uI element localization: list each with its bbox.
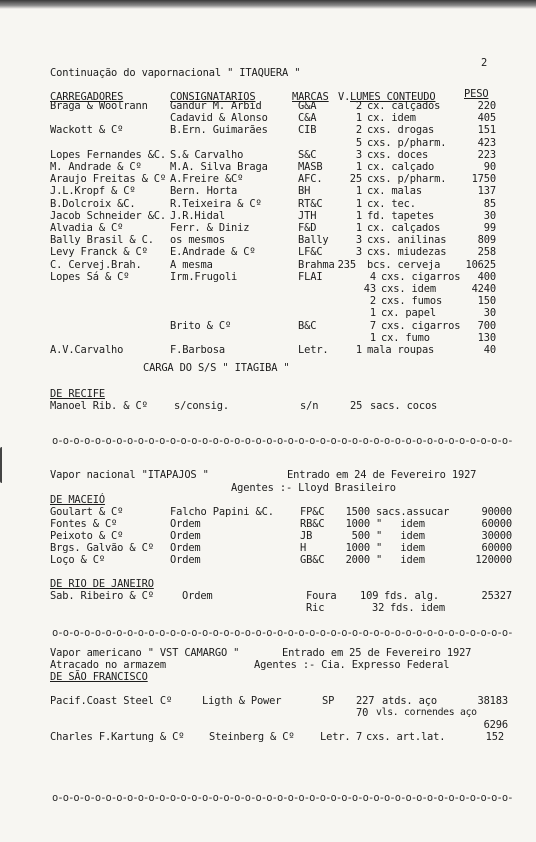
itagiba-mark: s/n [300, 400, 319, 412]
row-consignee: S.& Carvalho [170, 148, 244, 161]
row-qty: 43 [363, 283, 376, 295]
row-content: cx. calçados [367, 100, 441, 112]
row-weight: 151 [477, 124, 496, 137]
itapajos-agents: Agentes :- Lloyd Brasileiro [231, 482, 396, 494]
row-weight: 90 [483, 161, 496, 173]
row-content: cx. fumo [381, 331, 430, 344]
row-weight: 10625 [465, 258, 496, 271]
camargo-consignee-2: Steinberg & Cº [209, 731, 295, 743]
row-content: cx. papel [381, 307, 436, 320]
row-weight: 400 [477, 270, 496, 283]
row-content: mala roupas [367, 344, 435, 356]
rio-content-2: fds. idem [390, 602, 445, 614]
maceio-qty: 1500 [345, 506, 370, 518]
camargo-vessel: Vapor americano " VST CAMARGO " [50, 647, 240, 659]
row-weight: 700 [477, 319, 496, 332]
maceio-mark: RB&C [300, 518, 325, 530]
camargo-weight-1: 38183 [477, 695, 508, 707]
maceio-weight: 120000 [475, 554, 512, 566]
maceio-consignee: Ordem [170, 518, 201, 530]
row-qty: 5 [355, 136, 362, 149]
row-qty: 1 [355, 222, 362, 234]
row-content: cxs. miudezas [367, 246, 447, 259]
row-content: cxs. fumos [381, 295, 443, 308]
row-mark: JTH [298, 209, 317, 222]
row-consignee: os mesmos [170, 234, 225, 247]
row-qty: 25 [349, 173, 362, 186]
maceio-content: " idem [376, 530, 425, 542]
maceio-shipper: Fontes & Cº [50, 518, 118, 530]
camargo-agents: Agentes :- Cia. Expresso Federal [254, 659, 450, 671]
row-weight: 150 [477, 295, 496, 308]
row-mark: BH [298, 185, 311, 198]
maceio-weight: 60000 [481, 542, 512, 554]
row-weight: 258 [477, 246, 496, 259]
maceio-content: " idem [376, 518, 425, 530]
row-mark: Brahma [298, 258, 335, 271]
row-content: cxs. drogas [367, 124, 435, 137]
col-shippers: CARREGADORES [50, 91, 124, 103]
row-weight: 99 [483, 222, 496, 234]
maceio-content: " idem [376, 542, 425, 554]
col-consignees: CONSIGNATARIOS [170, 91, 256, 103]
row-consignee: Bern. Horta [170, 185, 238, 198]
row-weight: 809 [477, 234, 496, 247]
camargo-qty-2: 70 [356, 707, 369, 719]
row-weight: 1750 [471, 173, 496, 186]
row-mark: AFC. [298, 173, 323, 186]
rio-mark-2: Ric [306, 602, 325, 614]
col-vol: V. [338, 91, 351, 103]
row-shipper: C. Cervej.Brah. [50, 258, 142, 271]
row-consignee: Ferr. & Diniz [170, 222, 250, 234]
camargo-arrival: Entrado em 25 de Fevereiro 1927 [282, 647, 472, 659]
rio-consignee: Ordem [182, 590, 213, 602]
maceio-qty: 1000 [345, 518, 370, 530]
itapajos-origin-2: DE RIO DE JANEIRO [50, 578, 154, 590]
row-content: cxs. doces [367, 148, 429, 161]
row-content: bcs. cerveja [367, 258, 441, 271]
row-qty: 1 [355, 209, 362, 222]
row-content: cx. tec. [367, 197, 416, 210]
row-qty: 2 [369, 295, 376, 308]
camargo-qty-3: 7 [356, 731, 363, 743]
camargo-content-1: atds. aço [382, 695, 437, 707]
rio-qty-2: 32 [372, 602, 385, 614]
row-content: cxs. cigarros [381, 319, 461, 332]
maceio-shipper: Loço & Cº [50, 554, 105, 566]
row-content: cxs. cigarros [381, 270, 461, 283]
camargo-mark-2: Letr. [320, 731, 351, 743]
col-marks: MARCAS [292, 91, 329, 103]
row-qty: 3 [355, 234, 362, 247]
camargo-note: Atracado no armazem [50, 659, 167, 671]
row-consignee: Brito & Cº [170, 319, 232, 332]
camargo-consignee-1: Ligth & Power [202, 695, 282, 707]
separator-1: o-o-o-o-o-o-o-o-o-o-o-o-o-o-o-o-o-o-o-o-o-o-o-o-o-o-o-o-o-o-o-o-o-o-o-o-o-o-o-o-o-o-o- [52, 435, 513, 447]
row-consignee: Irm.Frugoli [170, 270, 238, 283]
row-qty: 1 [355, 161, 362, 173]
row-consignee: Gandur M. Arbid [170, 100, 262, 112]
separator-3: o-o-o-o-o-o-o-o-o-o-o-o-o-o-o-o-o-o-o-o-o-o-o-o-o-o-o-o-o-o-o-o-o-o-o-o-o-o-o-o-o-o-o- [52, 792, 513, 804]
camargo-qty-1: 227 [356, 695, 375, 707]
row-content: cx. idem [367, 112, 416, 125]
rio-weight: 25327 [481, 590, 512, 602]
maceio-qty: 500 [351, 530, 370, 542]
row-qty: 7 [369, 319, 376, 332]
maceio-consignee: Ordem [170, 530, 201, 542]
row-consignee: J.R.Hidal [170, 209, 225, 222]
rio-content-1: fds. alg. [384, 590, 439, 602]
row-shipper: Braga & Woolrann [50, 100, 148, 112]
row-weight: 405 [477, 112, 496, 125]
row-mark: Letr. [298, 344, 329, 356]
row-qty: 3 [355, 148, 362, 161]
row-weight: 40 [483, 344, 496, 356]
maceio-shipper: Goulart & Cº [50, 506, 124, 518]
row-shipper: Lopes Sá & Cº [50, 270, 130, 283]
maceio-qty: 2000 [345, 554, 370, 566]
row-content: cx. calçado [367, 161, 435, 173]
row-qty: 2 [355, 124, 362, 137]
row-mark: G&A [298, 100, 317, 112]
row-mark: S&C [298, 148, 317, 161]
row-weight: 423 [477, 136, 496, 149]
row-content: cxs. p/pharm. [367, 173, 447, 186]
row-shipper: M. Andrade & Cº [50, 161, 142, 173]
row-weight: 30 [483, 307, 496, 320]
row-content: cx. calçados [367, 222, 441, 234]
row-mark: LF&C [298, 246, 323, 259]
camargo-content-3: cxs. art.lat. [366, 731, 446, 743]
col-volumes: LUMES CONTEUDO [350, 91, 436, 103]
row-shipper: Araujo Freitas & Cº [50, 173, 167, 186]
row-mark: F&D [298, 222, 317, 234]
itagiba-content: sacs. cocos [370, 400, 438, 412]
row-mark: B&C [298, 319, 317, 332]
row-mark: Bally [298, 234, 329, 247]
itapajos-arrival: Entrado em 24 de Fevereiro 1927 [287, 469, 477, 481]
row-qty: 3 [355, 246, 362, 259]
itagiba-shipper: Manoel Rib. & Cº [50, 400, 148, 412]
maceio-weight: 30000 [481, 530, 512, 542]
row-consignee: F.Barbosa [170, 344, 225, 356]
row-qty: 1 [355, 197, 362, 210]
row-content: cxs. p/pharm. [367, 136, 447, 149]
row-consignee: E.Andrade & Cº [170, 246, 256, 259]
maceio-mark: JB [300, 530, 313, 542]
maceio-shipper: Brgs. Galvão & Cº [50, 542, 154, 554]
maceio-content: sacs.assucar [376, 506, 450, 518]
row-weight: 220 [477, 100, 496, 112]
row-shipper: Levy Franck & Cº [50, 246, 148, 259]
camargo-shipper-1: Pacif.Coast Steel Cº [50, 695, 173, 707]
maceio-shipper: Peixoto & Cº [50, 530, 124, 542]
row-consignee: B.Ern. Guimarães [170, 124, 268, 137]
row-weight: 4240 [471, 283, 496, 295]
camargo-weight-2: 6296 [483, 719, 508, 731]
row-shipper: Bally Brasil & C. [50, 234, 154, 247]
row-mark: MASB [298, 161, 323, 173]
row-shipper: Jacob Schneider &C. [50, 209, 167, 222]
row-content: cxs. anilinas [367, 234, 447, 247]
row-qty: 235 [337, 258, 356, 271]
row-shipper: Lopes Fernandes &C. [50, 148, 167, 161]
row-consignee: R.Teixeira & Cº [170, 197, 262, 210]
row-consignee: Cadavid & Alonso [170, 112, 268, 125]
maceio-mark: FP&C [300, 506, 325, 518]
maceio-mark: H [300, 542, 307, 554]
maceio-consignee: Ordem [170, 542, 201, 554]
maceio-consignee: Ordem [170, 554, 201, 566]
scan-edge [0, 0, 536, 9]
row-weight: 137 [477, 185, 496, 198]
row-consignee: M.A. Silva Braga [170, 161, 268, 173]
itagiba-title: CARGA DO S/S " ITAGIBA " [143, 362, 290, 374]
row-qty: 1 [355, 112, 362, 125]
row-qty: 1 [369, 307, 376, 320]
row-shipper: Alvadia & Cº [50, 222, 124, 234]
row-mark: CIB [298, 124, 317, 137]
itapajos-vessel: Vapor nacional "ITAPAJOS " [50, 469, 209, 481]
camargo-shipper-2: Charles F.Kartung & Cº [50, 731, 185, 743]
row-qty: 4 [369, 270, 376, 283]
rio-shipper: Sab. Ribeiro & Cº [50, 590, 154, 602]
row-weight: 223 [477, 148, 496, 161]
camargo-origin: DE SÃO FRANCISCO [50, 671, 148, 683]
maceio-mark: GB&C [300, 554, 325, 566]
maceio-qty: 1000 [345, 542, 370, 554]
itagiba-consignee: s/consig. [174, 400, 229, 412]
row-mark: RT&C [298, 197, 323, 210]
row-content: cxs. idem [381, 283, 436, 295]
row-shipper: Wackott & Cº [50, 124, 124, 137]
row-shipper: A.V.Carvalho [50, 344, 124, 356]
row-shipper: B.Dolcroix &C. [50, 197, 136, 210]
maceio-content: " idem [376, 554, 425, 566]
page-number: 2 [481, 57, 488, 69]
row-weight: 130 [477, 331, 496, 344]
row-content: fd. tapetes [367, 209, 435, 222]
margin-mark [0, 447, 10, 483]
itagiba-qty: 25 [350, 400, 363, 412]
row-consignee: A.Freire &Cº [170, 173, 244, 186]
rio-mark-1: Foura [306, 590, 337, 602]
page-heading: Continuação do vapornacional " ITAQUERA " [50, 67, 301, 79]
camargo-mark-1: SP [322, 695, 335, 707]
itagiba-origin: DE RECIFE [50, 388, 105, 400]
row-qty: 1 [369, 331, 376, 344]
row-shipper: J.L.Kropf & Cº [50, 185, 136, 198]
rio-qty-1: 109 [360, 590, 379, 602]
maceio-weight: 60000 [481, 518, 512, 530]
row-mark: C&A [298, 112, 317, 125]
col-weight: PESO [464, 88, 489, 100]
row-content: cx. malas [367, 185, 422, 198]
row-qty: 1 [355, 344, 362, 356]
itapajos-origin-1: DE MACEIÓ [50, 494, 105, 506]
separator-2: o-o-o-o-o-o-o-o-o-o-o-o-o-o-o-o-o-o-o-o-o-o-o-o-o-o-o-o-o-o-o-o-o-o-o-o-o-o-o-o-o-o-o- [52, 627, 513, 639]
row-weight: 85 [483, 197, 496, 210]
maceio-weight: 90000 [481, 506, 512, 518]
row-mark: FLAI [298, 270, 323, 283]
maceio-consignee: Falcho Papini &C. [170, 506, 274, 518]
row-weight: 30 [483, 209, 496, 222]
row-qty: 1 [355, 185, 362, 198]
camargo-weight-3: 152 [485, 731, 504, 743]
row-consignee: A mesma [170, 258, 213, 271]
row-qty: 2 [355, 100, 362, 112]
camargo-content-2: vls. cornendes aço [376, 707, 477, 718]
